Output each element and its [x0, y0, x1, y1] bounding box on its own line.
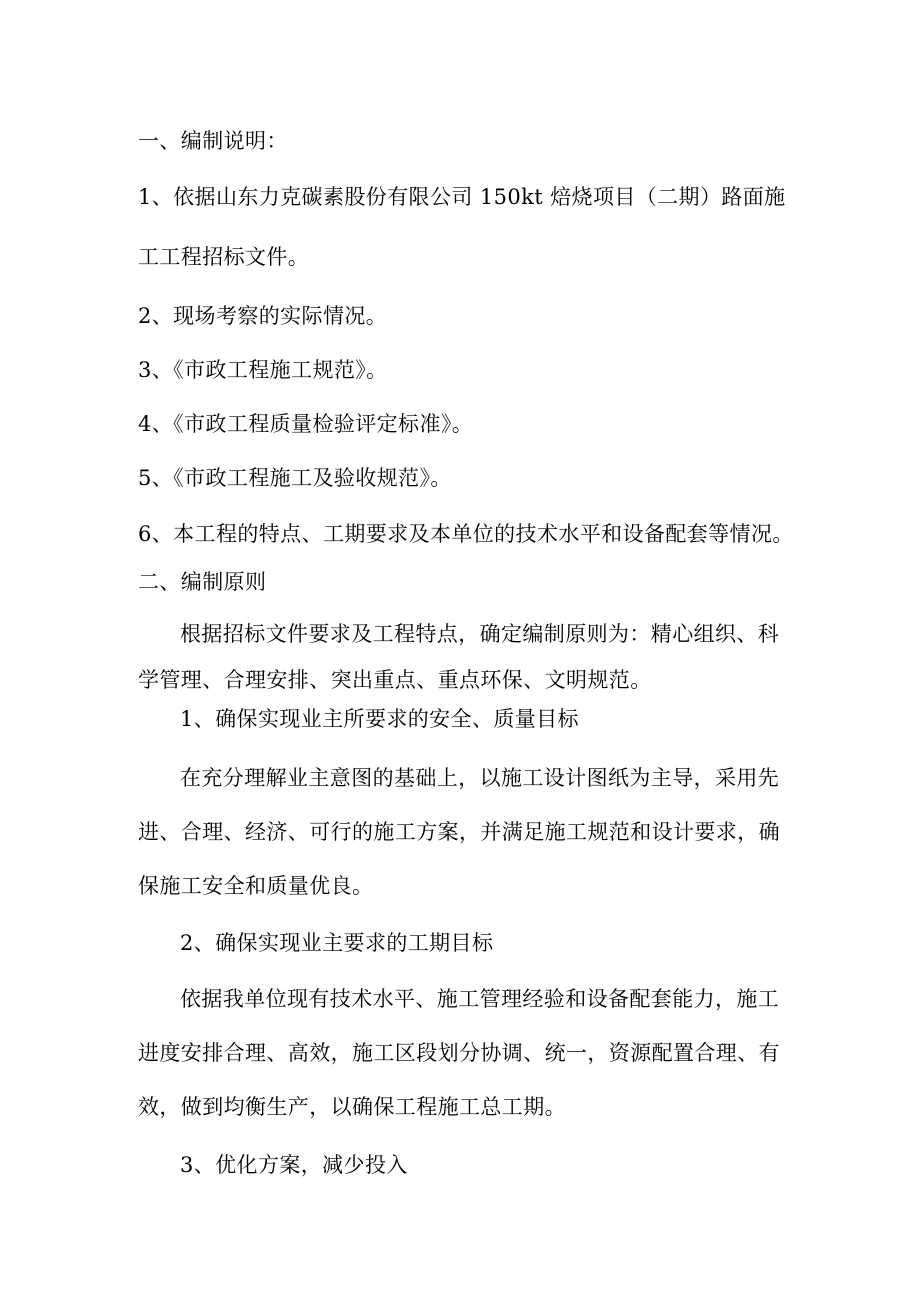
principle-paragraph-3-line-2: 进度安排合理、高效，施工区段划分协调、统一，资源配置合理、有	[138, 1041, 780, 1065]
principle-subheading-3: 3、优化方案，减少投入	[180, 1153, 408, 1177]
principle-paragraph-2-line-3: 保施工安全和质量优良。	[138, 874, 374, 898]
section-heading-1: 一、编制说明：	[138, 129, 288, 153]
principle-paragraph-1-line-2: 学管理、合理安排、突出重点、重点环保、文明规范。	[138, 668, 652, 692]
basis-item-1-line-2: 工工程招标文件。	[138, 245, 310, 269]
basis-item-5: 5、《市政工程施工及验收规范》。	[138, 466, 452, 490]
principle-subheading-1: 1、确保实现业主所要求的安全、质量目标	[180, 707, 579, 731]
principle-paragraph-1-line-1: 根据招标文件要求及工程特点，确定编制原则为：精心组织、科	[180, 622, 780, 646]
principle-paragraph-3-line-3: 效，做到均衡生产，以确保工程施工总工期。	[138, 1095, 566, 1119]
basis-item-4: 4、《市政工程质量检验评定标准》。	[138, 412, 474, 436]
principle-paragraph-2-line-1: 在充分理解业主意图的基础上，以施工设计图纸为主导，采用先	[180, 766, 780, 790]
principle-paragraph-2-line-2: 进、合理、经济、可行的施工方案，并满足施工规范和设计要求，确	[138, 820, 780, 844]
basis-item-2: 2、现场考察的实际情况。	[138, 304, 388, 328]
basis-item-6: 6、本工程的特点、工期要求及本单位的技术水平和设备配套等情况。	[138, 522, 794, 546]
section-heading-2: 二、编制原则	[138, 570, 267, 594]
basis-item-1-line-1: 1、依据山东力克碳素股份有限公司 150kt 焙烧项目（二期）路面施	[138, 185, 786, 209]
principle-paragraph-3-line-1: 依据我单位现有技术水平、施工管理经验和设备配套能力，施工	[180, 987, 780, 1011]
principle-subheading-2: 2、确保实现业主要求的工期目标	[180, 931, 494, 955]
basis-item-3: 3、《市政工程施工规范》。	[138, 358, 388, 382]
